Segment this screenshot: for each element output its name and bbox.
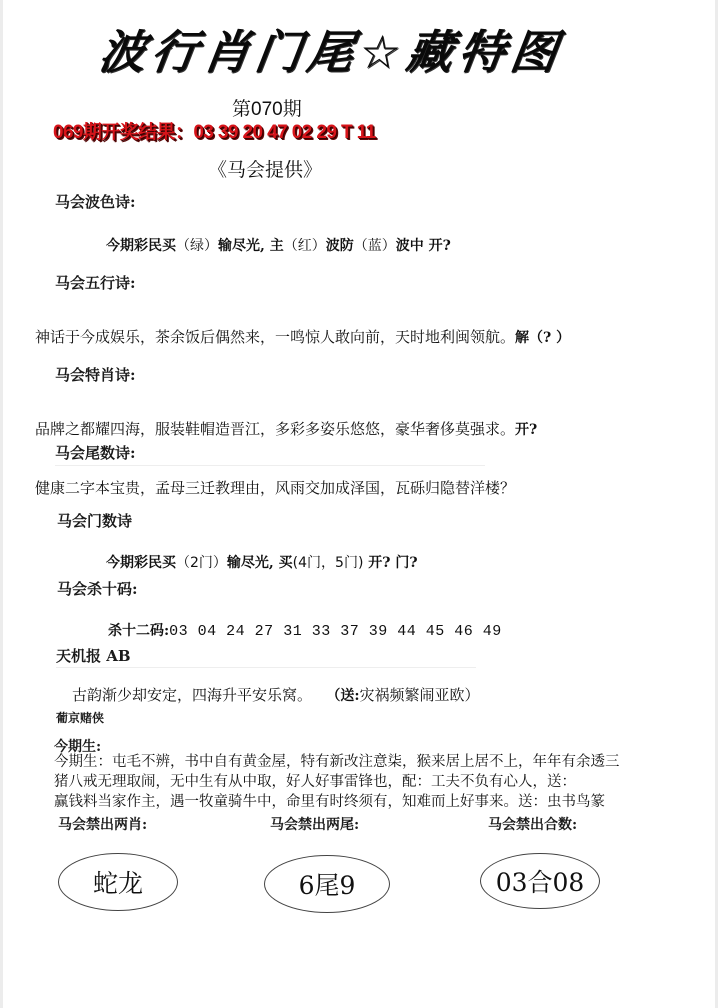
tianji-text: 古韵渐少却安定，四海升平安乐窝。 [72,686,313,704]
tail-number-poem: 健康二字本宝贵，孟母三迁教理由，风雨交加成泽国，瓦砾归隐替洋楼？ [35,479,516,497]
this-period-line-2: 猪八戒无理取闹，无中生有从中取，好人好事雷锋也，配：工夫不负有心人，送： [54,774,576,790]
wave-color-suffix: 波中 开? [395,238,451,254]
wave-color-mid2: 波防 [325,238,354,254]
previous-result [53,117,376,144]
tianji-poem [72,684,480,705]
this-period-lines [54,752,620,812]
wave-color-green: （绿） [176,238,218,254]
tianji-label: 天机报 AB [56,647,131,665]
door-number-bracket2: (4门，5门) [292,555,364,571]
this-period-line-3: 赢钱料当家作主，遇一牧童骑牛中，命里有时终须有，知难而上好事来。送：虫书鸟篆 [54,794,605,810]
ban-zodiac-value: 蛇龙 [92,869,143,898]
previous-result-label: 069期开奖结果： [53,122,194,143]
this-period-line-1: 今期生：屯毛不辨，书中自有黄金屋，特有新改注意柒，猴来居上居不上，年年有余透三 [54,754,620,770]
door-number-prefix: 今期彩民买 [106,555,176,571]
tail-number-label: 马会尾数诗: [55,444,136,462]
ban-sum-value: 03合08 [495,868,585,897]
ban-tail-value: 6尾9 [298,871,356,900]
kill-twelve-label: 杀十二码: [108,623,170,639]
door-number-mid1: 输尽光, 买 [226,555,293,571]
special-zodiac-text: 品牌之都耀四海，服装鞋帽造晋江，多彩多姿乐悠悠，豪华奢侈莫强求。 [35,420,516,438]
five-elements-poem [35,326,570,347]
ban-sum-label: 马会禁出合数: [488,817,578,833]
wave-color-prefix: 今期彩民买 [106,238,176,254]
door-number-label: 马会门数诗 [57,512,133,530]
five-elements-tag: 解（? ） [515,330,571,346]
special-zodiac-label: 马会特肖诗: [55,366,136,384]
ban-zodiac-label: 马会禁出两肖: [58,817,148,833]
faint-divider [55,465,485,466]
five-elements-label: 马会五行诗: [55,274,136,292]
previous-result-numbers: 03 39 20 47 02 29 T 11 [193,122,376,143]
tianji-gift-text: 灾祸频繁闹亚欧） [359,686,480,704]
faint-divider [56,667,476,668]
door-number-line [106,552,418,572]
special-zodiac-poem [35,418,537,439]
ban-zodiac-ellipse [58,853,178,911]
this-period-label: 今期生: [54,739,102,755]
wave-color-line [106,235,451,255]
kill-twelve-line [108,620,502,640]
ban-tail-ellipse [264,855,390,913]
gambler-label: 葡京赌侠 [56,711,105,725]
provider-credit: 《马会提供》 [208,159,323,181]
tianji-gift-label: （送: [326,688,360,704]
door-number-suffix: 开? 门? [363,555,418,571]
five-elements-text: 神话于今成娱乐，茶余饭后偶然来，一鸣惊人敢向前，天时地利闽领航。 [35,328,516,346]
door-number-bracket1: （2门） [176,555,227,571]
page-title: 波行肖门尾☆藏特图 [95,25,567,79]
special-zodiac-tag: 开? [515,422,538,438]
wave-color-label: 马会波色诗: [55,193,136,211]
ban-tail-label: 马会禁出两尾: [270,817,360,833]
kill-twelve-numbers: 03 04 24 27 31 33 37 39 44 45 46 49 [169,623,502,640]
issue-number: 第070期 [232,99,302,120]
ban-sum-ellipse [480,853,600,909]
kill-ten-label: 马会杀十码: [57,580,138,598]
wave-color-mid1: 输尽光, 主 [218,238,284,254]
wave-color-red: （红） [283,238,326,254]
page-edge-left [0,0,3,1008]
wave-color-blue: （蓝） [353,238,396,254]
